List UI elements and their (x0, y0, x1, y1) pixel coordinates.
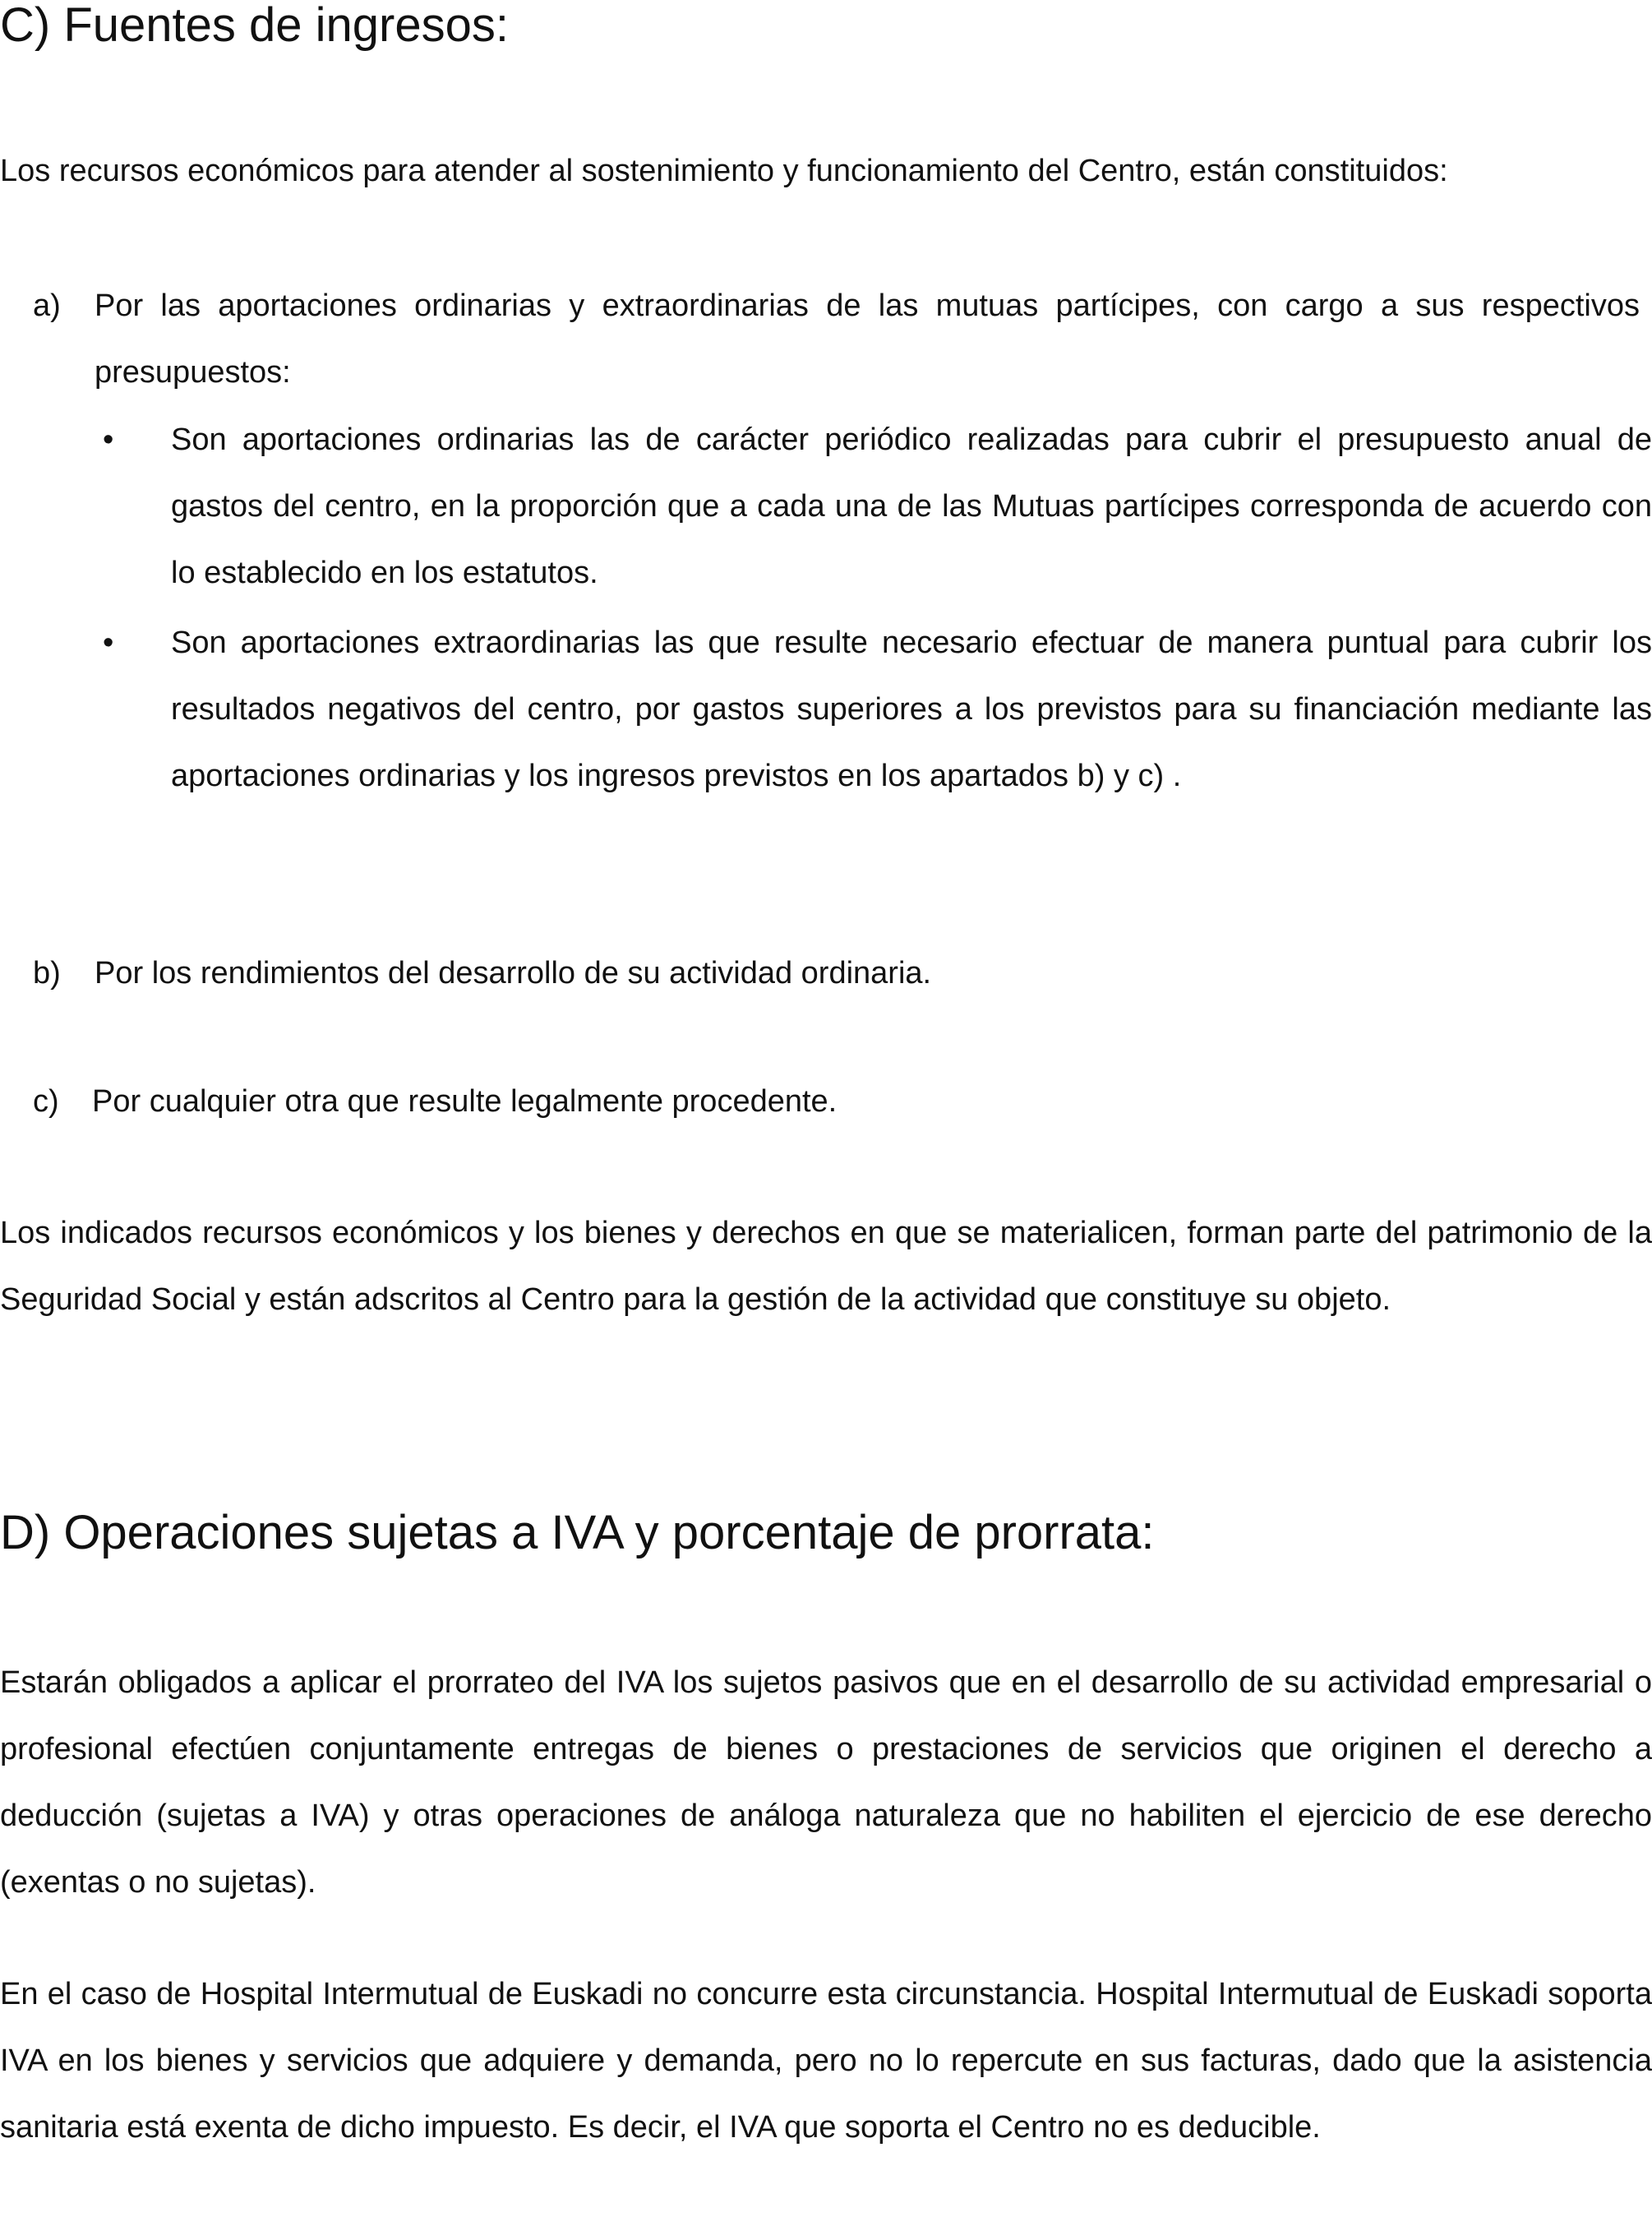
item-b-text: Por los rendimientos del desarrollo de su actividad ordinaria. (95, 956, 932, 991)
item-a-bullet-1: Son aportaciones ordinarias las de carácter periódico realizadas para cubrir el presupuesto anual de gastos del centro, en la proporción que a cada una de las Mutuas partícipes corresponda de acuerdo con lo establecido en los estatutos. (171, 423, 1652, 590)
section-d-paragraph-2: En el caso de Hospital Intermutual de Euskadi no concurre esta circunstancia. Hospital Intermutual de Euskadi soporta IVA en los bienes y servicios que adquiere y demanda, pero no lo repercute en sus facturas, dado que la asistencia sanitaria está exenta de dicho impuesto. Es decir, el IVA que soporta el Centro no es deducible. (0, 1977, 1652, 2145)
section-c-closing: Los indicados recursos económicos y los bienes y derechos en que se materialicen, forman parte del patrimonio de la Seguridad Social y están adscritos al Centro para la gestión de la actividad que constituye su objeto. (0, 1216, 1652, 1317)
item-b-label: b) (33, 956, 61, 991)
bullet-glyph-1: • (103, 423, 114, 457)
item-c-text: Por cualquier otra que resulte legalmente procedente. (92, 1084, 838, 1119)
section-c-heading: C) Fuentes de ingresos: (0, 0, 509, 52)
section-d-paragraph-1: Estarán obligados a aplicar el prorrateo del IVA los sujetos pasivos que en el desarrollo de su actividad empresarial o profesional efectúen conjuntamente entregas de bienes o prestaciones de servicios que originen el derecho a deducción (sujetas a IVA) y otras operaciones de análoga naturaleza que no habiliten el ejercicio de ese derecho (exentas o no sujetas). (0, 1665, 1652, 1900)
item-a-bullet-2: Son aportaciones extraordinarias las que resulte necesario efectuar de manera puntual para cubrir los resultados negativos del centro, por gastos superiores a los previstos para su financiación mediante las aportaciones ordinarias y los ingresos previstos en los apartados b) y c) . (171, 626, 1652, 793)
item-a-label: a) (33, 289, 61, 323)
section-c-intro: Los recursos económicos para atender al sostenimiento y funcionamiento del Centro, están constituidos: (0, 154, 1448, 188)
section-d-heading: D) Operaciones sujetas a IVA y porcentaje de prorrata: (0, 1506, 1155, 1559)
item-c-label: c) (33, 1084, 59, 1119)
bullet-glyph-2: • (103, 626, 114, 660)
item-a-text: Por las aportaciones ordinarias y extraordinarias de las mutuas partícipes, con cargo a sus respectivos presupuestos: (95, 289, 1640, 390)
